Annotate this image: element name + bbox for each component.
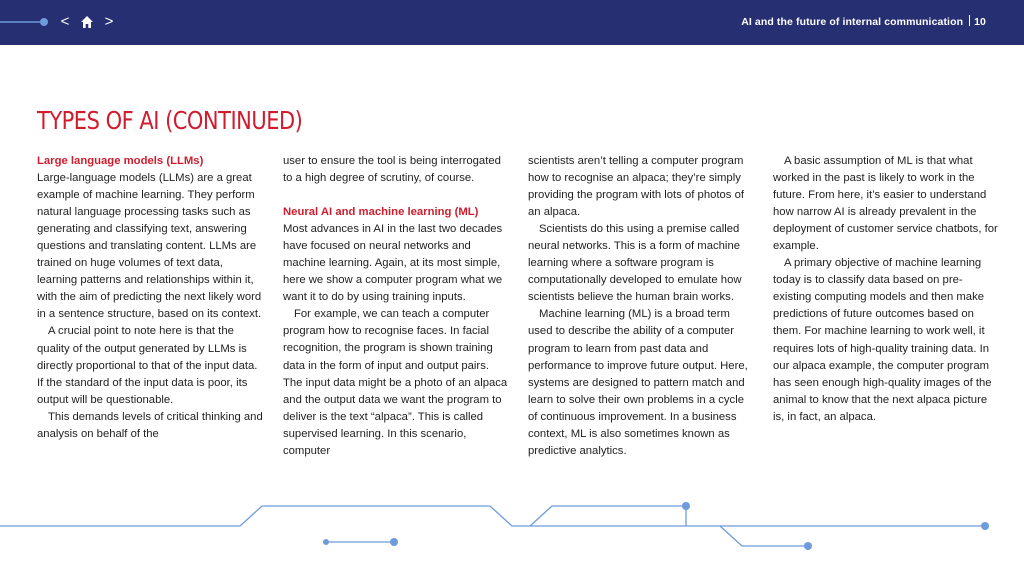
paragraph: For example, we can teach a computer program how to recognise faces. In facial recognition, the program is shown training data in the form of input and output pairs. The input data might be a photo of an alpaca and the output data we want the program to deliver is the text “alpaca”. This is called supervised learning. In this scenario, computer bbox=[283, 308, 508, 457]
document-title bbox=[741, 15, 986, 28]
paragraph: Large-language models (LLMs) are a great example of machine learning. They perform natural language processing tasks such as generating and classifying text, answering questions and translating content. LLMs are trained on huge volumes of text data, learning patterns and relationships within it, with the aim of predicting the next likely word in a sentence structure, based on its context. bbox=[37, 172, 262, 321]
title-divider bbox=[969, 15, 970, 26]
header-bar bbox=[0, 0, 1024, 45]
text-column-2 bbox=[283, 153, 509, 460]
section-spacer bbox=[283, 187, 509, 204]
section-heading-neural-ai: Neural AI and machine learning (ML) bbox=[283, 206, 479, 219]
paragraph: user to ensure the tool is being interrogated to a high degree of scrutiny, of course. bbox=[283, 155, 501, 185]
paragraph: Most advances in AI in the last two decades have focused on neural networks and machine learning. Again, at its most simple, here we show a computer program what we want it to do by using training inputs. bbox=[283, 223, 503, 304]
paragraph: A primary objective of machine learning today is to classify data based on pre-existing computing models and then make predictions of future outcomes based on them. For machine learning to work well, it requires lots of high-quality training data. In our alpaca example, the computer program has seen enough high-quality images of the animal to know that the next alpaca picture is, in fact, an alpaca. bbox=[773, 257, 992, 423]
forward-button[interactable]: > bbox=[104, 13, 114, 30]
home-icon bbox=[80, 15, 94, 29]
paragraph: A basic assumption of ML is that what worked in the past is likely to work in the future. From here, it’s easier to understand how narrow AI is already prevalent in the deployment of customer service chatbots, for example. bbox=[773, 155, 998, 253]
paragraph: A crucial point to note here is that the quality of the output generated by LLMs is directly proportional to that of the input data. If the standard of the input data is poor, its output will be questionable. bbox=[37, 325, 258, 406]
paragraph: Machine learning (ML) is a broad term used to describe the ability of a computer program to learn from past data and performance to improve future output. Here, systems are designed to pattern match and learn to solve their own problems in a cycle of continuous improvement. In a business context, ML is also sometimes known as predictive analytics. bbox=[528, 308, 748, 457]
text-column-1 bbox=[37, 153, 263, 443]
back-button[interactable]: < bbox=[60, 13, 70, 30]
text-column-4 bbox=[773, 153, 999, 426]
page-title: TYPES OF AI (CONTINUED) bbox=[37, 106, 303, 135]
home-button[interactable] bbox=[78, 12, 96, 32]
section-heading-llms: Large language models (LLMs) bbox=[37, 155, 204, 167]
text-column-3 bbox=[528, 153, 754, 460]
document-title-text: AI and the future of internal communication bbox=[741, 16, 964, 28]
page-number: 10 bbox=[974, 16, 986, 28]
paragraph: Scientists do this using a premise called neural networks. This is a form of machine learning where a software program is computationally developed to emulate how scientists believe the human brain works. bbox=[528, 223, 742, 304]
paragraph: This demands levels of critical thinking and analysis on behalf of the bbox=[37, 410, 263, 440]
paragraph: scientists aren’t telling a computer program how to recognise an alpaca; they’re simply providing the program with lots of photos of an alpaca. bbox=[528, 155, 745, 219]
